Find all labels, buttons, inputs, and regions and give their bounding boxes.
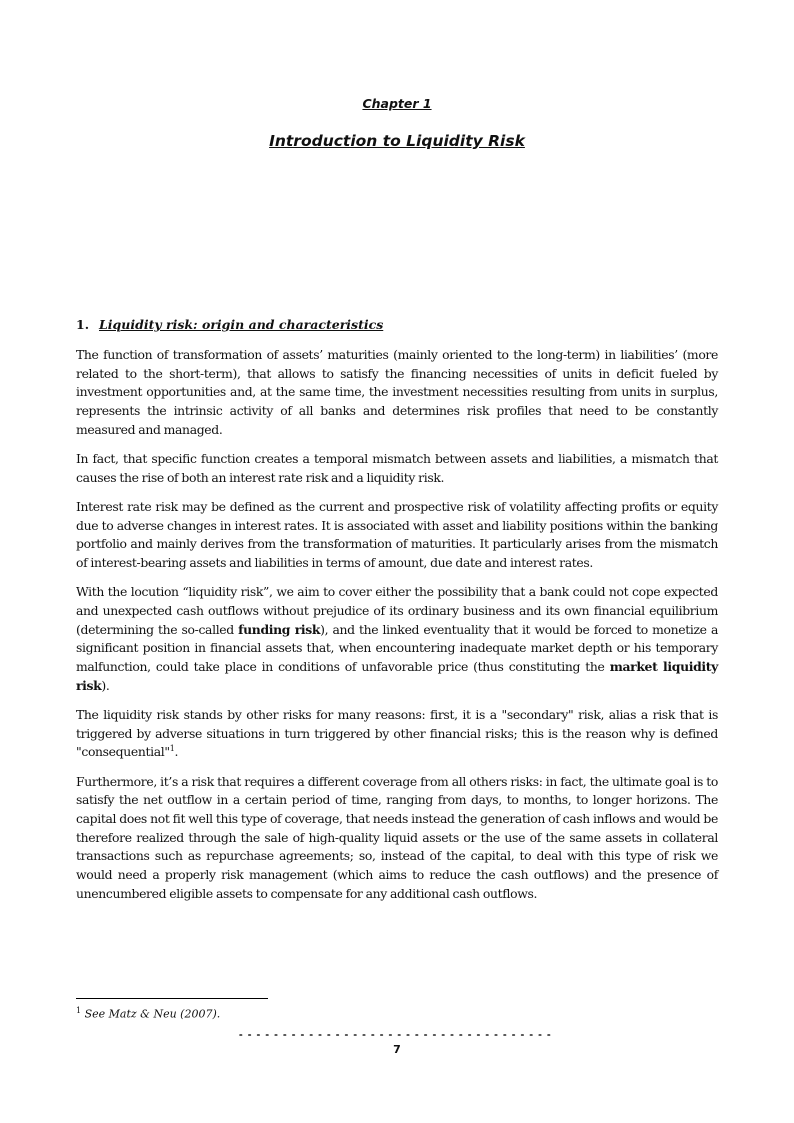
paragraph-5 (76, 706, 718, 762)
body-text (76, 346, 718, 914)
paragraph-2: In fact, that specific function creates a temporal mismatch between assets and liabilities, a mismatch that causes the rise of both an interest rate risk and a liquidity risk. (76, 451, 718, 485)
paragraph-4-text-c: ). (101, 677, 110, 693)
paragraph-4-text-b: ), and the linked eventuality that it would be forced to monetize a significant position in financial assets that, when encountering inadequate market depth or his temporary malfunction, could take place in conditions of unfavorable price (thus constituting the (76, 621, 718, 675)
chapter-label: Chapter 1 (362, 96, 432, 111)
market-liquidity-risk-term: market liquidity risk (76, 659, 718, 693)
chapter-title: Introduction to Liquidity Risk (269, 132, 525, 150)
section-number: 1. (76, 317, 90, 332)
paragraph-6: Furthermore, it’s a risk that requires a different coverage from all others risks: in fact, the ultimate goal is to satisfy the net outflow in a certain period of time, ranging from days, to months, to longer horizons. The capital does not fit well this type of coverage, that needs instead the generation of cash inflows and would be therefore realized through the sale of high-quality liquid assets or the use of the same assets in collateral transactions such as repurchase agreements; so, instead of the capital, to deal with this type of risk we would need a properly risk management (which aims to reduce the cash outflows) and the presence of unencumbered eligible assets to compensate for any additional cash outflows. (76, 773, 718, 901)
footnote-separator (76, 998, 268, 999)
footer-dotted-rule (238, 1032, 552, 1038)
section-heading (76, 317, 383, 332)
footnote-marker: 1 (76, 1006, 82, 1015)
paragraph-5-end: . (174, 744, 179, 760)
footnote (76, 1006, 220, 1021)
paragraph-3: Interest rate risk may be defined as the current and prospective risk of volatility affecting profits or equity due to adverse changes in interest rates. It is associated with asset and liability positions within the banking portfolio and mainly derives from the transformation of maturities. It particularly arises from the mismatch of interest-bearing assets and liabilities in terms of amount, due date and interest rates. (76, 498, 718, 571)
paragraph-4 (76, 583, 718, 695)
paragraph-1: The function of transformation of assets’ maturities (mainly oriented to the long-term) in liabilities’ (more related to the short-term), that allows to satisfy the financing necessities of units in deficit fueled by investment opportunities and, at the same time, the investment necessities resulting from units in surplus, represents the intrinsic activity of all banks and determines risk profiles that need to be constantly measured and managed. (76, 347, 718, 437)
funding-risk-term: funding risk (238, 621, 321, 637)
page-number: 7 (393, 1043, 401, 1056)
footnote-text: See Matz & Neu (2007). (81, 1007, 221, 1021)
paragraph-5-text: The liquidity risk stands by other risks for many reasons: first, it is a "secondary" risk, alias a risk that is triggered by adverse situations in turn triggered by other financial risks; this is the reason why is defined "consequential" (76, 706, 718, 760)
footnote-reference[interactable]: 1 (169, 744, 175, 754)
section-title: Liquidity risk: origin and characteristics (99, 317, 384, 332)
paragraph-4-text-a: With the locution “liquidity risk”, we aim to cover either the possibility that a bank could not cope expected and unexpected cash outflows without prejudice of its ordinary business and its own financial equilibrium (determining the so-called (76, 584, 718, 637)
